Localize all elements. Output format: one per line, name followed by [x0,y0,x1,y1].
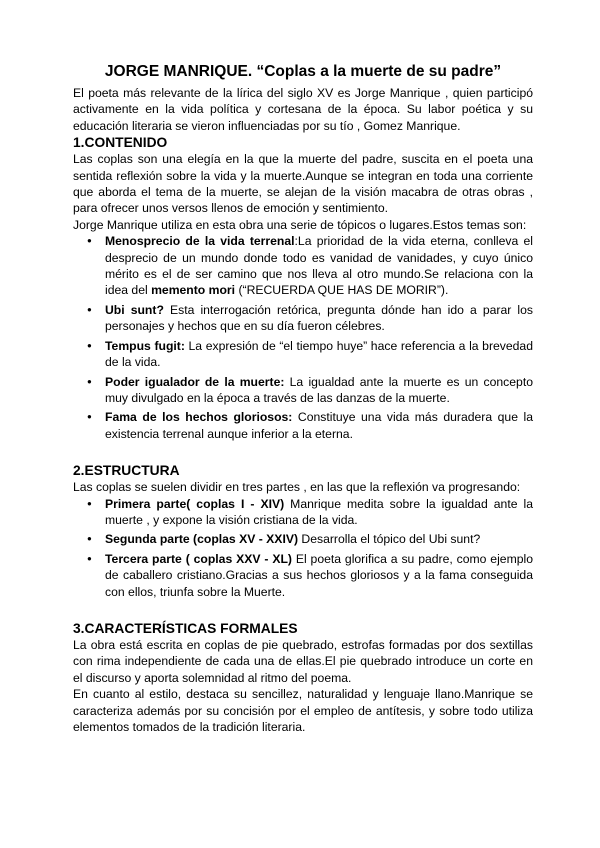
section-spacer [73,603,533,620]
item-term: Fama de los hechos gloriosos: [105,410,293,425]
item-text: La igualdad ante la muerte es un concepto muy divulgado en la época a través de las danzas de la muerte. [105,374,533,405]
item-text-2: (“RECUERDA QUE HAS DE MORIR”). [235,283,449,298]
list-item [105,531,533,547]
item-text: El poeta glorifica a su padre, como ejemplo de caballero cristiano.Gracias a sus hechos gloriosos y a la fama conseguida con ellos, triunfa sobre la Muerte. [105,551,533,599]
item-text: :La prioridad de la vida eterna, conlleva el desprecio de un mundo donde todo es vanidad de vanidades, y cuyo único mérito es el de ser camino que nos lleva al otro mundo.Se relaciona con la idea del [105,234,533,298]
section-heading-estructura: 2.ESTRUCTURA [73,463,180,479]
item-term: Tempus fugit: [105,338,185,353]
item-term: Tercera parte ( coplas XXV - XL) [105,551,292,566]
item-text: La expresión de “el tiempo huye” hace referencia a la brevedad de la vida. [105,338,533,370]
topicos-list [73,233,533,442]
item-text: Desarrolla el tópico del Ubi sunt? [298,532,481,547]
section-spacer [73,445,533,462]
caracteristicas-paragraph-2: En cuanto al estilo, destaca su sencillez, naturalidad y lenguaje llano.Manrique se caracteriza además por su concisión por el empleo de antítesis, y sobre todo utiliza elementos tomados de la tradición literaria. [73,687,533,734]
item-text: Esta interrogación retórica, pregunta dónde han ido a parar los personajes y hechos que en su día fueron célebres. [105,302,533,334]
item-term: Menosprecio de la vida terrenal [105,234,295,249]
caracteristicas-paragraph-1: La obra está escrita en coplas de pie quebrado, estrofas formadas por dos sextillas con rima independiente de cada una de ellas.El pie quebrado introduce un corte en el discurso y aporta solemnidad al ritmo del poema. [73,637,533,685]
document-page [73,62,533,735]
partes-list [73,496,533,600]
section-heading-contenido: 1.CONTENIDO [73,135,168,151]
document-title: JORGE MANRIQUE. “Coplas a la muerte de su padre” [104,63,502,80]
section-heading-caracteristicas: 3.CARACTERÍSTICAS FORMALES [73,620,298,636]
contenido-paragraph-1: Las coplas son una elegía en la que la muerte del padre, suscita en el poeta una sentida reflexión sobre la vida y la muerte.Aunque se integran en toda una corriente que aborda el tema de la muerte, se alejan de la visión macabra de otras obras , para ofrecer unos versos llenos de emoción y sentimiento. [73,152,533,216]
item-text: Constituye una vida más duradera que la existencia terrenal aunque inferior a la eterna. [105,410,533,441]
item-term-2: memento mori [151,283,236,298]
list-item [105,551,533,600]
list-item [105,496,533,529]
item-term: Poder igualador de la muerte: [105,374,285,389]
list-item [105,374,533,407]
list-item [105,233,533,299]
list-item [105,302,533,335]
item-term: Segunda parte (coplas XV - XXIV) [105,532,299,547]
item-term: Ubi sunt? [105,302,164,317]
item-term: Primera parte( coplas I - XIV) [105,496,285,511]
estructura-paragraph: Las coplas se suelen dividir en tres partes , en las que la reflexión va progresando: [73,480,521,495]
item-text: Manrique medita sobre la igualdad ante la muerte , y expone la visión cristiana de la vida. [105,496,533,527]
intro-paragraph: El poeta más relevante de la lírica del siglo XV es Jorge Manrique , quien participó activamente en la vida política y cortesana de la época. Su labor poética y su educación literaria se vieron influenciadas por su tío , Gomez Manrique. [73,86,533,133]
contenido-paragraph-2: Jorge Manrique utiliza en esta obra una serie de tópicos o lugares.Estos temas son: [73,217,527,232]
list-item [105,338,533,371]
list-item [105,409,533,442]
